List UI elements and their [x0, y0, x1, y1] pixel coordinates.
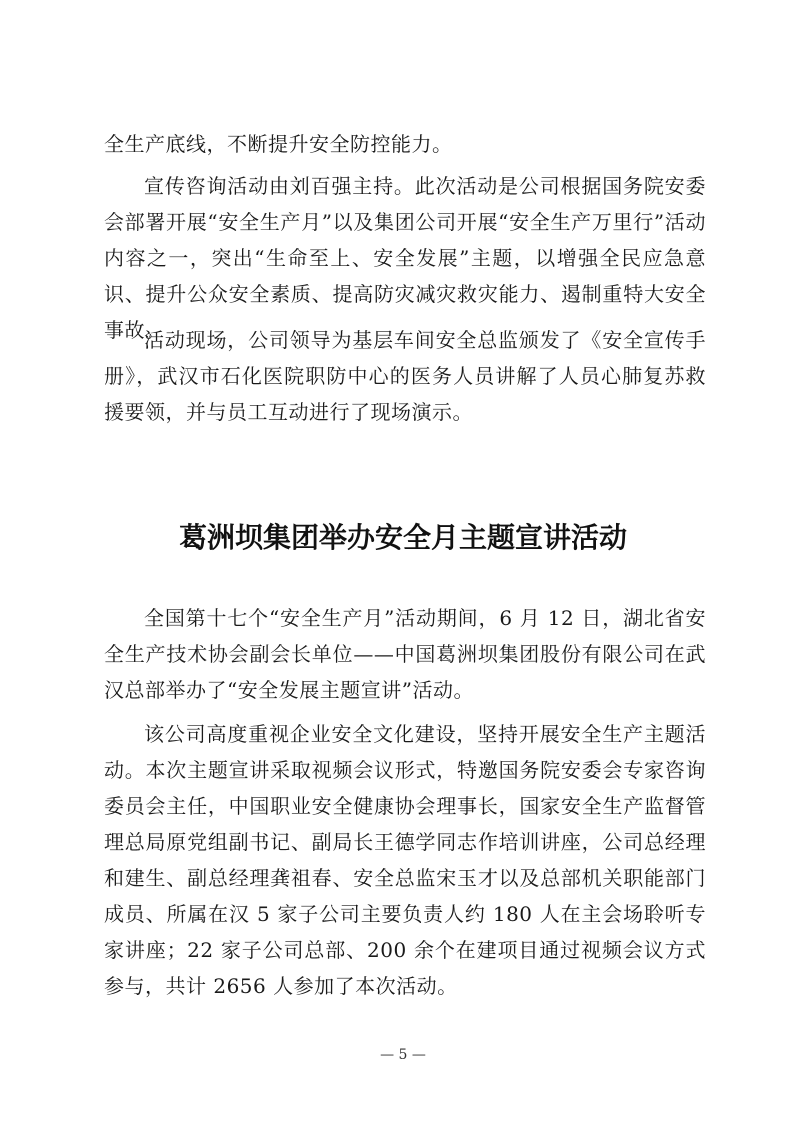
page-number: — 5 —	[380, 1047, 426, 1063]
paragraph-details: 该公司高度重视企业安全文化建设，坚持开展安全生产主题活动。本次主题宣讲采取视频会议形式，特邀国务院安委会专家咨询委员会主任，中国职业安全健康协会理事长，国家安全生产监督管理总局原党组副书记、副局长王德学同志作培训讲座，公司总经理和建生、副总经理龚祖春、安全总监宋玉才以及总部机关职能部门成员、所属在汉 5 家子公司主要负责人约 180 人在主会场聆听专家讲座；22 家子公司总部、200 余个在建项目通过视频会议方式参与，共计 2656 人参加了本次活动。	[104, 722, 706, 998]
paragraph-continuation: 全生产底线，不断提升安全防控能力。	[104, 132, 453, 156]
paragraph-host: 宣传咨询活动由刘百强主持。此次活动是公司根据国务院安委会部署开展“安全生产月”以及集团公司开展“安全生产万里行”活动内容之一，突出“生命至上、安全发展”主题，以增强全民应急意识、提升公众安全素质、提高防灾减灾救灾能力、遏制重特大安全事故。	[104, 174, 706, 342]
article-title: 葛洲坝集团举办安全月主题宣讲活动	[178, 521, 627, 554]
paragraph-intro: 全国第十七个“安全生产月”活动期间，6 月 12 日，湖北省安全生产技术协会副会长单位——中国葛洲坝集团股份有限公司在武汉总部举办了“安全发展主题宣讲”活动。	[104, 606, 706, 702]
paragraph-activity-scene: 活动现场，公司领导为基层车间安全总监颁发了《安全宣传手册》，武汉市石化医院职防中心的医务人员讲解了人员心肺复苏救援要领，并与员工互动进行了现场演示。	[104, 328, 706, 424]
